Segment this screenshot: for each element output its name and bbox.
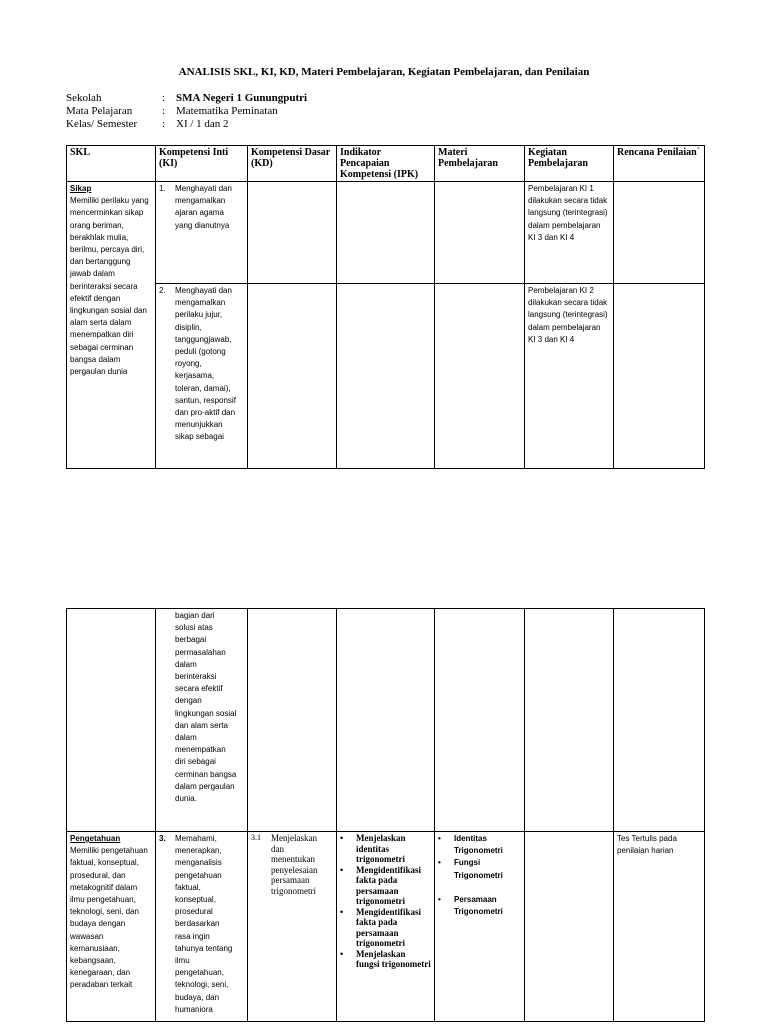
kegiatan-cell bbox=[525, 609, 614, 832]
ki-cell bbox=[156, 609, 248, 832]
table-row bbox=[67, 609, 705, 832]
materi-cell bbox=[435, 609, 525, 832]
bullet-icon: • bbox=[340, 833, 344, 843]
list-item: • Menjelaskan fungsi trigonometri bbox=[340, 948, 431, 969]
document-title: ANALISIS SKL, KI, KD, Materi Pembelajaran, Kegiatan Pembelajaran, dan Penilaian bbox=[178, 66, 590, 78]
kd-text: Menjelaskan dan menentukan penyelesaian persamaan trigonometri bbox=[271, 833, 318, 896]
skl-text: Memiliki pengetahuan faktual, konseptual, prosedural, dan metakognitif dalam ilmu pengetahuan, teknologi, seni, dan budaya dengan wawasan kemanusiaan, kebangsaan, kenegaraan, dan peradaban terkait bbox=[70, 846, 148, 990]
meta-row-school: Sekolah : SMA Negeri 1 Gunungputri bbox=[66, 92, 308, 104]
penilaian-cell bbox=[614, 182, 705, 284]
list-item: • Menjelaskan identitas trigonometri bbox=[340, 833, 406, 864]
meta-row-class: Kelas/ Semester : XI / 1 dan 2 bbox=[66, 118, 229, 130]
bullet-icon: • bbox=[340, 864, 344, 875]
skl-title: Pengetahuan bbox=[70, 834, 121, 843]
ki-cell bbox=[156, 832, 248, 1022]
header-skl: SKL bbox=[67, 146, 156, 182]
analysis-table-page2 bbox=[66, 608, 705, 1022]
header-ki: Kompetensi Inti (KI) bbox=[156, 146, 248, 182]
header-kegiatan: Kegiatan Pembelajaran bbox=[525, 146, 614, 182]
penilaian-cell bbox=[614, 609, 705, 832]
penilaian-cell bbox=[614, 284, 705, 469]
ipk-cell bbox=[337, 609, 435, 832]
kd-cell bbox=[248, 832, 337, 1022]
table-row bbox=[67, 832, 705, 1022]
ki-continuation-text: bagian dari solusi atas berbagai permasalahan dalam berinteraksi secara efektif dengan lingkungan sosial dan alam serta dalam menempatkan diri sebagai cerminan bangsa dalam pergaulan dunia. bbox=[175, 611, 237, 804]
materi-list bbox=[438, 833, 521, 918]
list-item: • Mengidentifikasi fakta pada persamaan trigonometri bbox=[340, 906, 422, 948]
list-item: • Mengidentifikasi fakta pada persamaan trigonometri bbox=[340, 864, 422, 906]
header-penilaian: Rencana Penilaian` bbox=[614, 146, 705, 182]
ipk-cell bbox=[337, 832, 435, 1022]
skl-cell bbox=[67, 832, 156, 1022]
meta-label: Mata Pelajaran bbox=[66, 105, 133, 117]
kd-cell bbox=[248, 182, 337, 284]
skl-title: Sikap bbox=[70, 184, 92, 193]
ki-number: 2. bbox=[159, 286, 166, 295]
ipk-cell bbox=[337, 182, 435, 284]
ki-cell bbox=[156, 284, 248, 469]
materi-cell bbox=[435, 832, 525, 1022]
ki-text: Memahami, menerapkan, menganalisis pengetahuan faktual, konseptual, prosedural berdasarkan rasa ingin tahunya tentang ilmu pengetahuan, teknologi, seni, budaya, dan humaniora bbox=[175, 834, 233, 1014]
ki-number: 1. bbox=[159, 184, 166, 193]
ipk-cell bbox=[337, 284, 435, 469]
table-header-row bbox=[67, 146, 705, 182]
meta-value: SMA Negeri 1 Gunungputri bbox=[176, 92, 308, 104]
meta-label: Sekolah bbox=[66, 92, 102, 104]
header-ipk: Indikator Pencapaian Kompetensi (IPK) bbox=[337, 146, 435, 182]
penilaian-cell: Tes Tertulis pada penilaian harian bbox=[614, 832, 705, 1022]
list-item: • Persamaan Trigonometri bbox=[438, 894, 521, 918]
meta-label: Kelas/ Semester bbox=[66, 118, 138, 130]
kegiatan-cell: Pembelajaran KI 1 dilakukan secara tidak langsung (terintegrasi) dalam pembelajaran KI 3 dan KI 4 bbox=[525, 182, 614, 284]
skl-text: Memiliki perilaku yang mencerminkan sikap orang beriman, berakhlak mulia, berilmu, percaya diri, dan bertanggung jawab dalam berinteraksi secara efektif dengan lingkungan sosial dan alam serta dalam menempatkan diri sebagai cerminan bangsa dalam pergaulan dunia bbox=[70, 196, 149, 377]
list-item: • Fungsi Trigonometri bbox=[438, 857, 521, 881]
materi-cell bbox=[435, 182, 525, 284]
list-item: • Identitas Trigonometri bbox=[438, 833, 521, 857]
ki-cell bbox=[156, 182, 248, 284]
kegiatan-cell: Pembelajaran KI 2 dilakukan secara tidak langsung (terintegrasi) dalam pembelajaran KI 3 dan KI 4 bbox=[525, 284, 614, 469]
kd-number: 3.1 bbox=[251, 833, 261, 842]
materi-cell bbox=[435, 284, 525, 469]
meta-value: Matematika Peminatan bbox=[176, 105, 278, 117]
kegiatan-cell bbox=[525, 832, 614, 1022]
bullet-icon: • bbox=[438, 858, 441, 868]
meta-value: XI / 1 dan 2 bbox=[176, 118, 229, 130]
analysis-table-page1 bbox=[66, 145, 705, 469]
bullet-icon: • bbox=[438, 894, 441, 904]
bullet-icon: • bbox=[340, 948, 344, 959]
ki-text: Menghayati dan mengamalkan perilaku jujur, disiplin, tanggungjawab, peduli (gotong royong, kerjasama, toleran, damai), santun, responsif dan pro-aktif dan menunjukkan sikap sebagai bbox=[175, 286, 236, 442]
skl-cell bbox=[67, 182, 156, 469]
header-materi: Materi Pembelajaran bbox=[435, 146, 525, 182]
bullet-icon: • bbox=[438, 834, 441, 843]
document-meta bbox=[66, 92, 307, 131]
ki-text: Menghayati dan mengamalkan ajaran agama yang dianutnya bbox=[175, 184, 232, 230]
table-row bbox=[67, 182, 705, 284]
meta-row-subject: Mata Pelajaran : Matematika Peminatan bbox=[66, 105, 278, 117]
ipk-list bbox=[340, 833, 431, 970]
header-kd: Kompetensi Dasar (KD) bbox=[248, 146, 337, 182]
kd-cell bbox=[248, 609, 337, 832]
table-row bbox=[67, 284, 705, 469]
kd-cell bbox=[248, 284, 337, 469]
bullet-icon: • bbox=[340, 906, 344, 917]
ki-number: 3. bbox=[159, 834, 166, 843]
skl-cell bbox=[67, 609, 156, 832]
